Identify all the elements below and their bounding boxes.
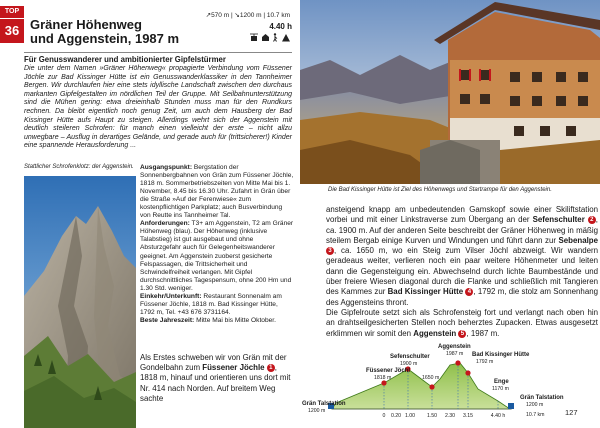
title-line-2: und Aggenstein, 1987 m (30, 31, 180, 46)
top-label: TOP (0, 6, 24, 18)
time-5: 3.15 (462, 413, 474, 419)
route-para-5b: , 1987 m. (466, 328, 500, 338)
label-1650: 1650 m (422, 375, 440, 381)
route-para-1: ansteigend knapp am unbedeutenden Gamskopf sowie einer Skiliftstation vorbei und mit einer Linkstraverse zum Übergang an der (326, 205, 598, 225)
start-text: Bergstation der Sonnenbergbahnen von Grän zum Füssener Jöchle, 1818 m. Sommerbetriebszeiten von Mitte Mai bis 1. November, 8.45 bis 16.30 Uhr. Zufahrt in Grän über die Straße »Auf der Ferenwiese« zum kostenpflichtigen Parkplatz; auch Busverbindung von Reutte ins Tannheimer Tal. (140, 164, 294, 220)
cable-car-station-right (508, 403, 514, 409)
hut-icon (262, 34, 269, 41)
place-sebenalpe: Sebenalpe (558, 235, 598, 245)
info-block (140, 164, 294, 325)
label-graen-right: Grän Talstation (520, 395, 564, 401)
profile-point-3 (429, 384, 434, 389)
time-0: 0 (382, 413, 386, 419)
label-fuessener: Füssener Jöchl (366, 368, 411, 374)
time-3: 1.50 (426, 413, 438, 419)
label-enge: Enge (494, 379, 509, 385)
route-para-4: , 1792 m, die stolz am Sonnenhang des Aggensteins thront. (326, 287, 598, 307)
waypoint-marker-2: 2 (588, 216, 596, 224)
label-graen-right-alt: 1200 m (526, 402, 544, 408)
profile-point-1 (381, 380, 386, 385)
label-kissinger: Bad Kissinger Hütte (472, 352, 530, 358)
place-aggenstein: Aggenstein (413, 328, 457, 338)
label-graen-left-alt: 1200 m (308, 408, 326, 414)
season-text: Mitte Mai bis Mitte Oktober. (196, 316, 276, 324)
place-fuessener: Füssener Jöchle (202, 363, 265, 373)
route-para-3: , ca. 1650 m, wo ein Steig zum Vilser Jöchl abzweigt. Wir wandern geradeaus weiter, verlieren noch ein paar weitere Höhenmeter und leiten dann die Gegensteigung ein. Abwechselnd durch lichte Baumbestände und über freiere Wiesen diagonal durch die Flanke und schließlich mit Tangieren des Kammes zur (326, 246, 598, 297)
label-kissinger-alt: 1792 m (476, 359, 494, 365)
photo-caption-hut: Die Bad Kissinger Hütte ist Ziel des Höhenwegs und Startrampe für den Aggenstein. (328, 187, 552, 193)
aggenstein-photo (24, 176, 136, 428)
requirements-label: Anforderungen: (140, 220, 190, 228)
elevation-profile (300, 323, 600, 423)
tour-stats: ↗570 m | ↘1200 m | 10.7 km (205, 12, 290, 19)
tour-number: 36 (0, 18, 24, 43)
waypoint-marker-3: 3 (326, 247, 334, 255)
hut-photo (300, 0, 600, 184)
waypoint-marker-5: 5 (458, 330, 466, 338)
elevation-profile-chart (300, 323, 600, 423)
start-label: Ausgangspunkt: (140, 164, 193, 171)
route-text-a: Als Erstes schweben wir von Grän mit der Gondelbahn zum (140, 353, 287, 373)
top-badge (0, 6, 24, 44)
label-km: 10.7 km (526, 412, 545, 418)
label-sefen: Sefenschulter (390, 354, 430, 360)
label-aggen-alt: 1987 m (446, 351, 464, 357)
intro-subheading: Für Genusswanderer und ambitionierter Gipfelstürmer (24, 55, 226, 64)
time-4: 2.30 (444, 413, 456, 419)
hut-photo-art (300, 0, 600, 184)
tour-icons (246, 33, 292, 44)
stop-label: Einkehr/Unterkunft: (140, 292, 202, 300)
season-label: Beste Jahreszeit: (140, 316, 195, 324)
label-sefen-alt: 1900 m (400, 361, 418, 367)
label-graen-left: Grän Talstation (302, 401, 346, 407)
time-1: 0.20 (390, 413, 402, 419)
aggenstein-photo-art (24, 176, 136, 428)
cable-car-icon (250, 34, 258, 41)
route-para-2: , ca. 1900 m. Auf der anderen Seite beschreibt der Gräner Höhenweg in mäßig steilem Bergab einige Kurven und Windungen und führt dann zur (326, 215, 598, 245)
route-text-start (140, 353, 294, 404)
stop-text: Restaurant Sonnenalm am Füssener Jöchle, 1818 m. Bad Kissinger Hütte, 1792 m, Tel. +43 676 3731164. (140, 292, 282, 316)
profile-point-4 (465, 370, 470, 375)
waypoint-marker-4: 4 (465, 288, 473, 296)
place-kissinger: Bad Kissinger Hütte (387, 287, 464, 297)
page-title (30, 18, 230, 46)
title-line-1: Gräner Höhenweg (30, 17, 142, 32)
route-para-5: Die Gipfelroute setzt sich als Schrofensteig fort und verlangt nach oben hin an drahtseilgesicherten Stellen noch beherztes Zupacken. Etwas ausgesetzt erklimmen wir somit den (326, 307, 598, 338)
tour-icon-row (246, 33, 292, 42)
intro-text: Die unter dem Namen »Gräner Höhenweg« propagierte Verbindung vom Füssener Jöchle zur Bad Kissinger Hütte ist ein Genusswanderklassiker in den Tannheimer Bergen. Wir durchlaufen hier eine stets idyllische Landschaft zwischen den durchaus markanten Gipfelgestalten im nördlichen Teil der Gruppe. Mit Seilbahnunterstützung sind die Mühen gering: etwa dreieinhalb Stunden muss man für den Rundkurs rechnen. Da bleibt eigentlich noch genug Zeit, um auch dem Hausberg der Bad Kissinger Hütte aufs Haupt zu steigen. Allerdings wehrt sich der Aggenstein mit deutlich steileren Schrofen: für manch einen vielleicht der erste – nicht allzu unwegbare – Ausflug in derartiges Gelände, und gerade auch für (trittsicherer!) Kinder eine spannende Herausforderung ... (24, 65, 292, 150)
tour-duration: 4.40 h (269, 22, 292, 31)
profile-point-5 (455, 360, 460, 365)
time-6: 4.40 h (490, 413, 506, 419)
peak-icon (282, 34, 290, 42)
label-enge-alt: 1170 m (492, 386, 509, 392)
route-text-b: , 1818 m, hinauf und orientieren uns dort mit Nr. 414 nach Norden. Auf breitem Weg sachte (140, 363, 291, 403)
photo-caption-aggenstein: Stattlicher Schrofenklotz: der Aggenstein. (24, 164, 134, 170)
time-2: 1.00 (404, 413, 416, 419)
waypoint-marker-1: 1 (267, 364, 275, 372)
hiker-icon (274, 33, 278, 41)
header-divider (24, 52, 292, 53)
profile-area (332, 363, 510, 409)
label-aggen: Aggenstein (438, 344, 471, 350)
place-sefenschulter: Sefenschulter (532, 215, 585, 225)
page-number: 127 (565, 408, 578, 417)
label-fuessener-alt: 1818 m (374, 375, 392, 381)
route-text-main (326, 205, 598, 339)
requirements-text: T3+ am Aggenstein, T2 am Gräner Höhenweg (blau). Der Höhenweg (inklusive Talabstieg) ist gut ausgebaut und ohne Absturzgefahr auch für Gelegenheitswanderer geeignet. Am Aggenstein zuoberst gesicherte Felspassagen, die Trittsicherheit und Schwindelfreiheit verlangen. Mit Gipfel durchschnittliches Tagespensum, ohne 200 Hm und 1.30 Std. weniger. (140, 220, 294, 292)
